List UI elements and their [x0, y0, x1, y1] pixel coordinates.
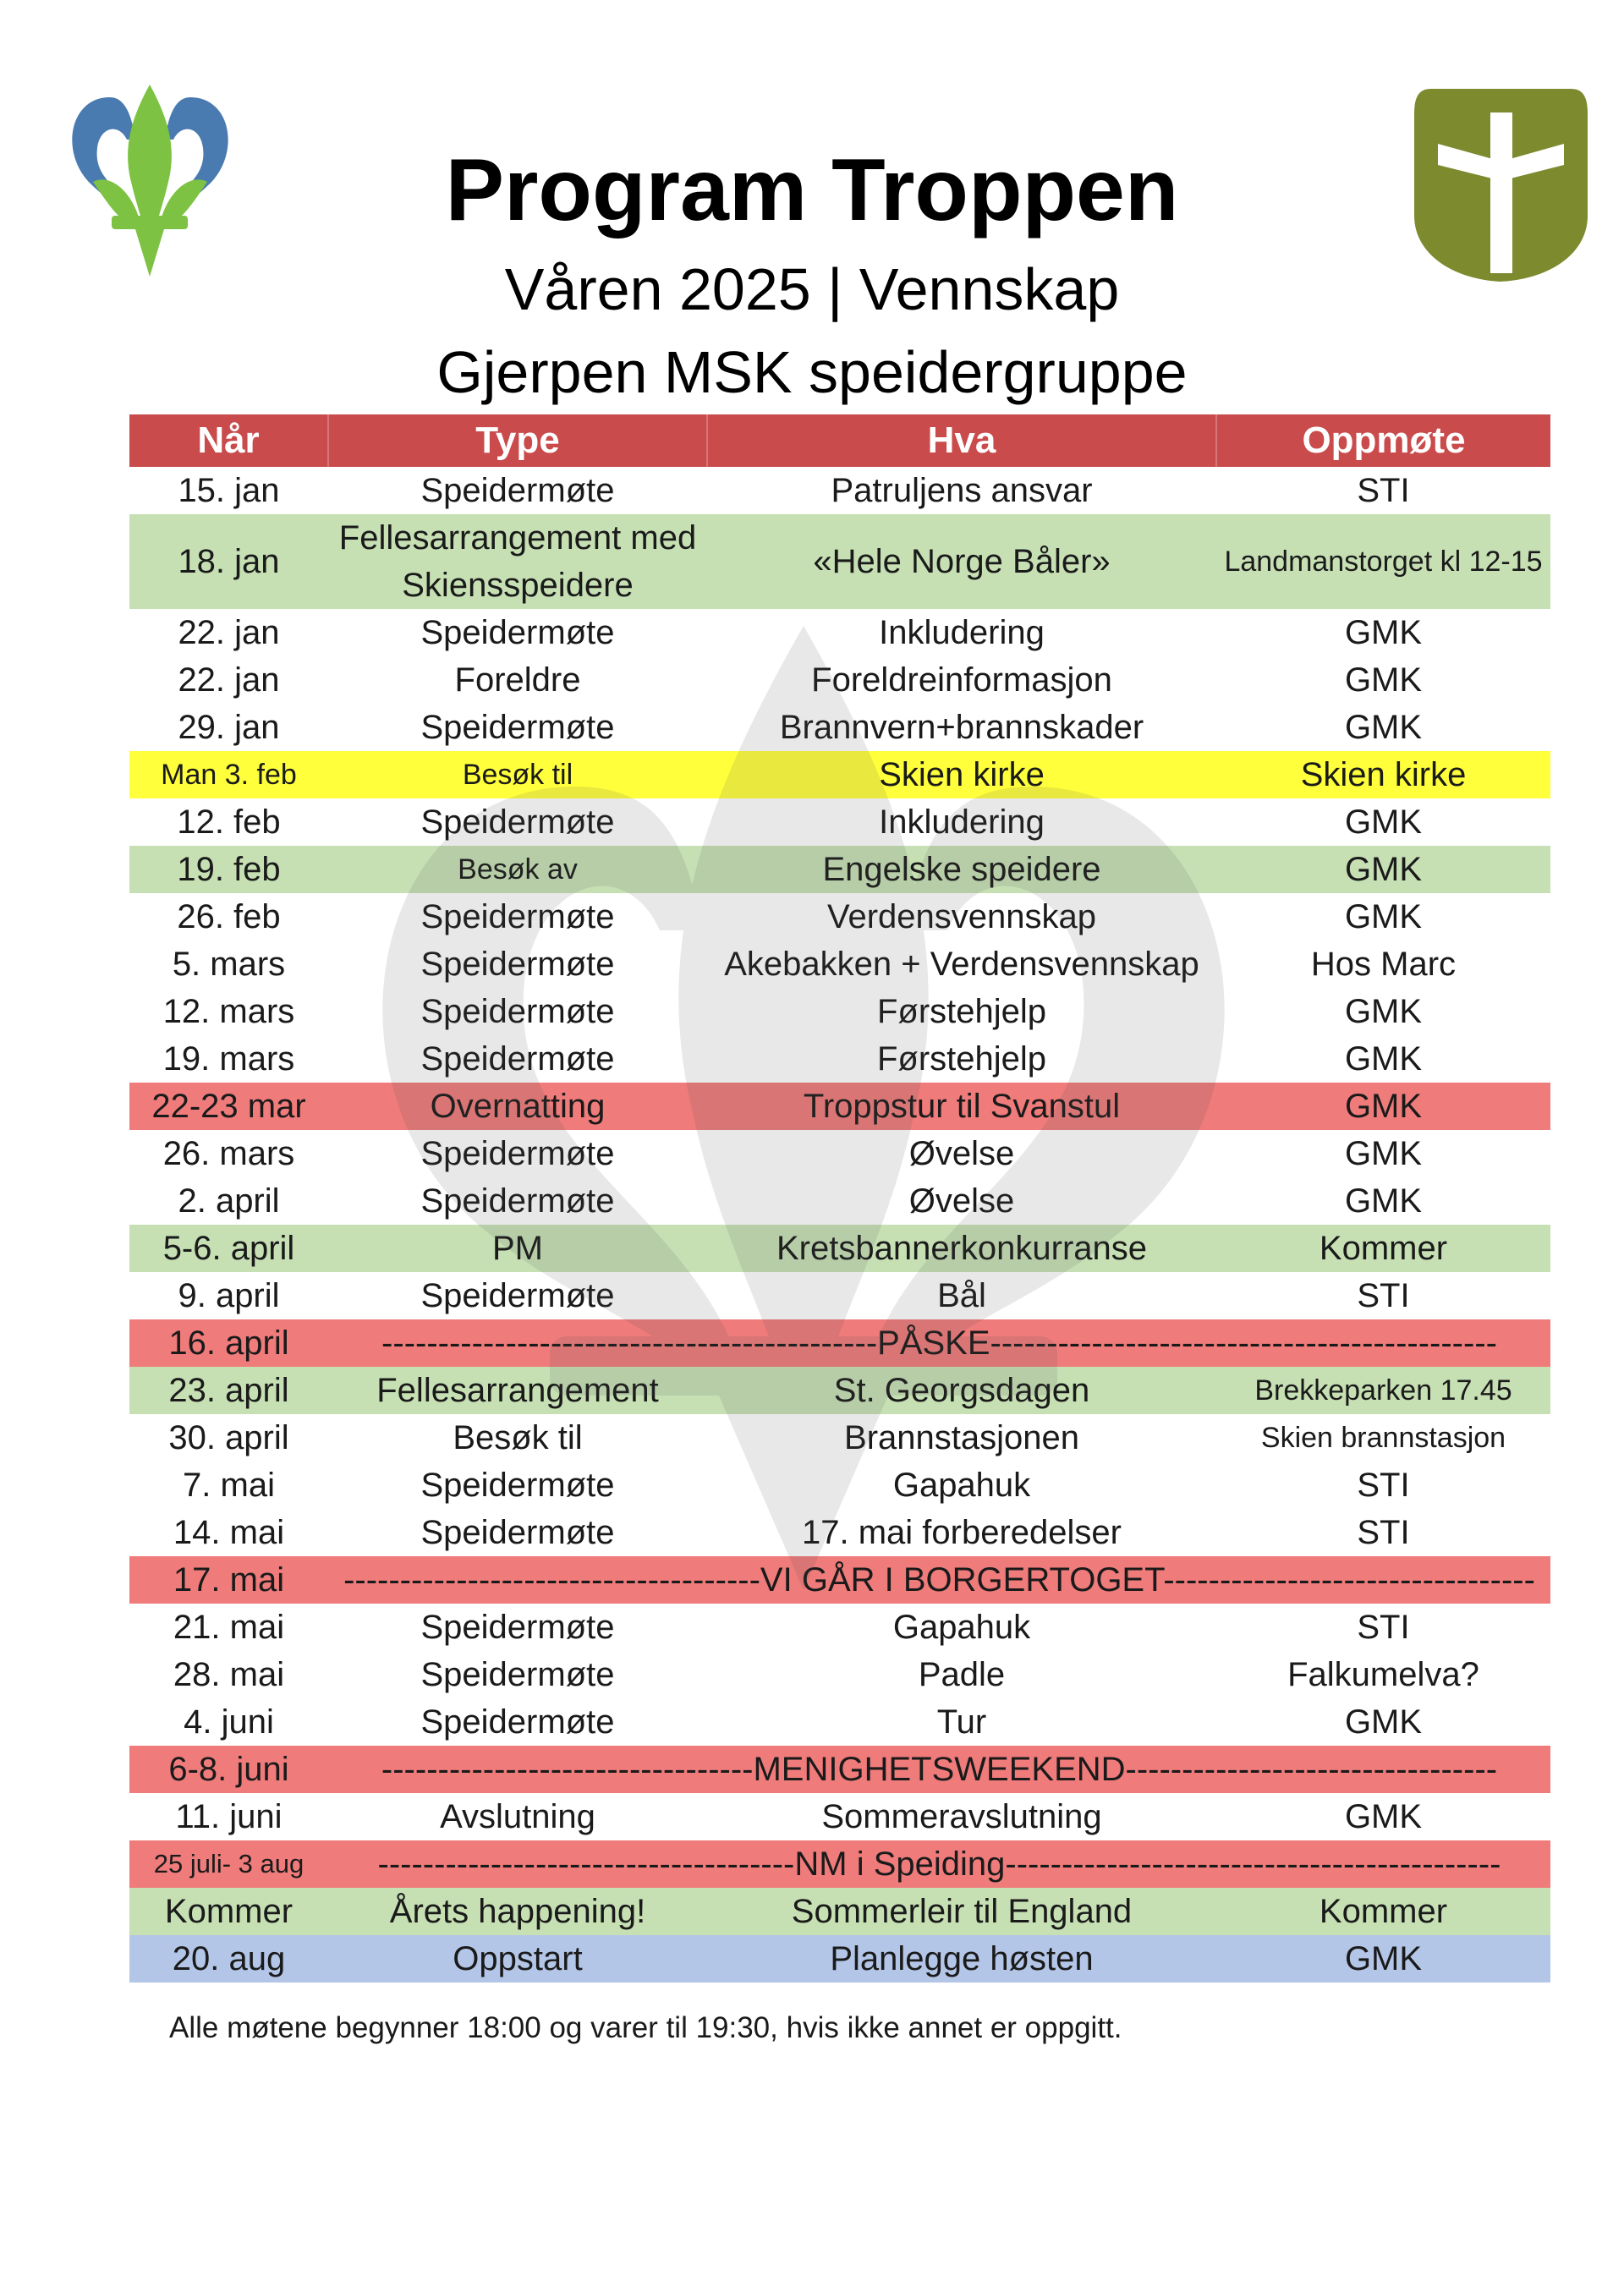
row-when: 4. juni: [184, 1703, 274, 1741]
row-when: 15. jan: [178, 472, 280, 509]
row-what: Tur: [936, 1703, 987, 1741]
row-what: Inkludering: [879, 803, 1045, 841]
row-type: Speidermøte: [420, 993, 615, 1030]
table-row: [129, 514, 1550, 609]
row-span-note: -------------------------------------VI GÅR I BORGERTOGET---------------------------------: [328, 1556, 1550, 1604]
row-meet: GMK: [1344, 898, 1423, 935]
row-type: Speidermøte: [420, 1609, 615, 1646]
row-what: Troppstur til Svanstul: [707, 1083, 1216, 1130]
row-when: 5. mars: [172, 946, 286, 983]
row-what: Førstehjelp: [876, 1040, 1047, 1078]
table-header-row: [129, 414, 1550, 467]
table-row: [129, 988, 1550, 1035]
row-span-note: ---------------------------------MENIGHETSWEEKEND---------------------------------: [328, 1746, 1550, 1793]
row-type: Speidermøte: [420, 1182, 615, 1220]
row-type: Besøk av: [328, 846, 707, 893]
row-what: Gapahuk: [892, 1467, 1031, 1504]
row-when: 11. juni: [175, 1798, 283, 1835]
row-meet: GMK: [1216, 1083, 1550, 1130]
row-type: Overnatting: [328, 1083, 707, 1130]
row-what: Kretsbannerkonkurranse: [707, 1225, 1216, 1272]
row-type: Speidermøte: [420, 803, 615, 841]
table-row: [129, 1651, 1550, 1698]
row-meet: GMK: [1344, 661, 1423, 699]
table-row: [129, 1177, 1550, 1225]
table-row: [129, 704, 1550, 751]
row-meet: STI: [1357, 1609, 1410, 1646]
row-meet: STI: [1357, 472, 1410, 509]
row-meet: GMK: [1344, 1703, 1423, 1741]
table-row: [129, 1509, 1550, 1556]
row-what: Inkludering: [879, 614, 1045, 651]
row-what: Brannstasjonen: [844, 1419, 1079, 1456]
table-row: [129, 1840, 1550, 1888]
table-row: [129, 1556, 1550, 1604]
row-when: 30. april: [168, 1419, 289, 1456]
row-when: Man 3. feb: [129, 751, 328, 798]
row-when: 28. mai: [173, 1656, 285, 1693]
table-row: [129, 1130, 1550, 1177]
row-what: «Hele Norge Båler»: [707, 514, 1216, 609]
row-what: Bål: [937, 1277, 986, 1314]
table-row: [129, 1272, 1550, 1319]
column-header-meet: Oppmøte: [1216, 414, 1550, 467]
row-when: 26. mars: [162, 1135, 295, 1172]
row-meet: STI: [1357, 1467, 1410, 1504]
row-when: 17. mai: [129, 1556, 328, 1604]
row-meet: Kommer: [1216, 1225, 1550, 1272]
row-what: Skien kirke: [707, 751, 1216, 798]
table-row: [129, 467, 1550, 514]
row-type: Besøk til: [453, 1419, 583, 1456]
row-when: 6-8. juni: [129, 1746, 328, 1793]
table-row: [129, 1604, 1550, 1651]
row-what: St. Georgsdagen: [707, 1367, 1216, 1414]
table-row: [129, 846, 1550, 893]
table-row: [129, 656, 1550, 704]
row-meet: GMK: [1216, 846, 1550, 893]
row-meet: Hos Marc: [1310, 946, 1457, 983]
row-when: 25 juli- 3 aug: [129, 1840, 328, 1888]
row-when: 14. mai: [173, 1514, 285, 1551]
row-when: 20. aug: [129, 1935, 328, 1983]
row-when: 29. jan: [178, 709, 280, 746]
row-meet: Skien brannstasjon: [1260, 1422, 1506, 1454]
row-what: Engelske speidere: [707, 846, 1216, 893]
row-type: Foreldre: [454, 661, 581, 699]
row-meet: GMK: [1344, 1040, 1423, 1078]
row-meet: Skien kirke: [1216, 751, 1550, 798]
row-what: 17. mai forberedelser: [802, 1514, 1122, 1551]
table-row: [129, 1746, 1550, 1793]
row-type: Speidermøte: [420, 709, 615, 746]
row-when: 9. april: [178, 1277, 280, 1314]
row-meet: STI: [1357, 1514, 1410, 1551]
row-type: Avslutning: [440, 1798, 595, 1835]
table-row: [129, 1083, 1550, 1130]
table-row: [129, 893, 1550, 941]
row-type: Speidermøte: [420, 1656, 615, 1693]
row-type: Årets happening!: [328, 1888, 707, 1935]
row-when: 26. feb: [177, 898, 281, 935]
row-meet: GMK: [1344, 1135, 1423, 1172]
group-name: Gjerpen MSK speidergruppe: [436, 339, 1188, 405]
row-meet: GMK: [1344, 803, 1423, 841]
row-what: Øvelse: [908, 1135, 1015, 1172]
row-type: Speidermøte: [420, 898, 615, 935]
row-type: Speidermøte: [420, 1040, 615, 1078]
row-what: Brannvern+brannskader: [779, 709, 1144, 746]
row-meet: GMK: [1344, 709, 1423, 746]
row-what: Padle: [918, 1656, 1006, 1693]
row-meet: GMK: [1344, 993, 1423, 1030]
table-row: [129, 798, 1550, 846]
row-type: Speidermøte: [420, 1135, 615, 1172]
row-meet: Kommer: [1216, 1888, 1550, 1935]
table-row: [129, 609, 1550, 656]
program-table-body: [129, 467, 1550, 1983]
row-what: Planlegge høsten: [707, 1935, 1216, 1983]
table-row: [129, 941, 1550, 988]
row-meet: STI: [1357, 1277, 1410, 1314]
table-row: [129, 1035, 1550, 1083]
table-row: [129, 1698, 1550, 1746]
row-type: Fellesarrangement: [328, 1367, 707, 1414]
program-table: [129, 414, 1550, 1983]
row-span-note: --------------------------------------------PÅSKE---------------------------------------------: [328, 1319, 1550, 1367]
row-type: Speidermøte: [420, 472, 615, 509]
table-row: [129, 1367, 1550, 1414]
table-row: [129, 1414, 1550, 1462]
row-meet: GMK: [1344, 1798, 1423, 1835]
row-type: PM: [328, 1225, 707, 1272]
row-what: Øvelse: [908, 1182, 1015, 1220]
row-type: Speidermøte: [420, 946, 615, 983]
page-title: Program Troppen: [445, 141, 1179, 239]
row-when: 12. mars: [162, 993, 295, 1030]
row-type: Fellesarrangement med Skiensspeidere: [328, 514, 707, 609]
row-when: 12. feb: [177, 803, 281, 841]
table-row: [129, 1225, 1550, 1272]
table-row: [129, 1793, 1550, 1840]
row-type: Speidermøte: [420, 1703, 615, 1741]
column-header-what: Hva: [707, 414, 1216, 467]
table-row: [129, 1319, 1550, 1367]
row-when: 19. feb: [129, 846, 328, 893]
row-type: Speidermøte: [420, 1514, 615, 1551]
row-when: 19. mars: [162, 1040, 295, 1078]
row-type: Speidermøte: [420, 614, 615, 651]
page-subtitle: Våren 2025 | Vennskap: [504, 256, 1120, 322]
row-type: Speidermøte: [420, 1277, 615, 1314]
row-what: Akebakken + Verdensvennskap: [724, 946, 1199, 983]
row-when: Kommer: [129, 1888, 328, 1935]
row-meet: GMK: [1344, 1182, 1423, 1220]
table-row: [129, 1935, 1550, 1983]
row-what: Førstehjelp: [876, 993, 1047, 1030]
row-when: 5-6. april: [129, 1225, 328, 1272]
row-when: 22. jan: [178, 661, 280, 699]
row-when: 16. april: [129, 1319, 328, 1367]
row-when: 18. jan: [129, 514, 328, 609]
row-meet: Brekkeparken 17.45: [1216, 1367, 1550, 1414]
row-meet: Landmanstorget kl 12-15: [1216, 514, 1550, 609]
row-what: Sommerleir til England: [707, 1888, 1216, 1935]
row-what: Sommeravslutning: [821, 1798, 1102, 1835]
row-meet: Falkumelva?: [1287, 1656, 1479, 1693]
row-what: Verdensvennskap: [826, 898, 1096, 935]
footnote: Alle møtene begynner 18:00 og varer til 19:30, hvis ikke annet er oppgitt.: [169, 2011, 1122, 2044]
row-what: Patruljens ansvar: [831, 472, 1093, 509]
row-when: 22-23 mar: [129, 1083, 328, 1130]
row-what: Foreldreinformasjon: [811, 661, 1112, 699]
column-header-when: Når: [129, 414, 328, 467]
row-what: Gapahuk: [892, 1609, 1031, 1646]
row-type: Speidermøte: [420, 1467, 615, 1504]
column-header-type: Type: [328, 414, 707, 467]
row-span-note: -------------------------------------NM i Speiding--------------------------------------------: [328, 1840, 1550, 1888]
row-when: 22. jan: [178, 614, 280, 651]
row-type: Oppstart: [328, 1935, 707, 1983]
row-type: Besøk til: [328, 751, 707, 798]
table-row: [129, 1462, 1550, 1509]
row-when: 21. mai: [173, 1609, 285, 1646]
table-row: [129, 1888, 1550, 1935]
row-meet: GMK: [1216, 1935, 1550, 1983]
row-when: 23. april: [129, 1367, 328, 1414]
row-when: 2. april: [178, 1182, 280, 1220]
table-row: [129, 751, 1550, 798]
row-when: 7. mai: [183, 1467, 275, 1504]
row-meet: GMK: [1344, 614, 1423, 651]
